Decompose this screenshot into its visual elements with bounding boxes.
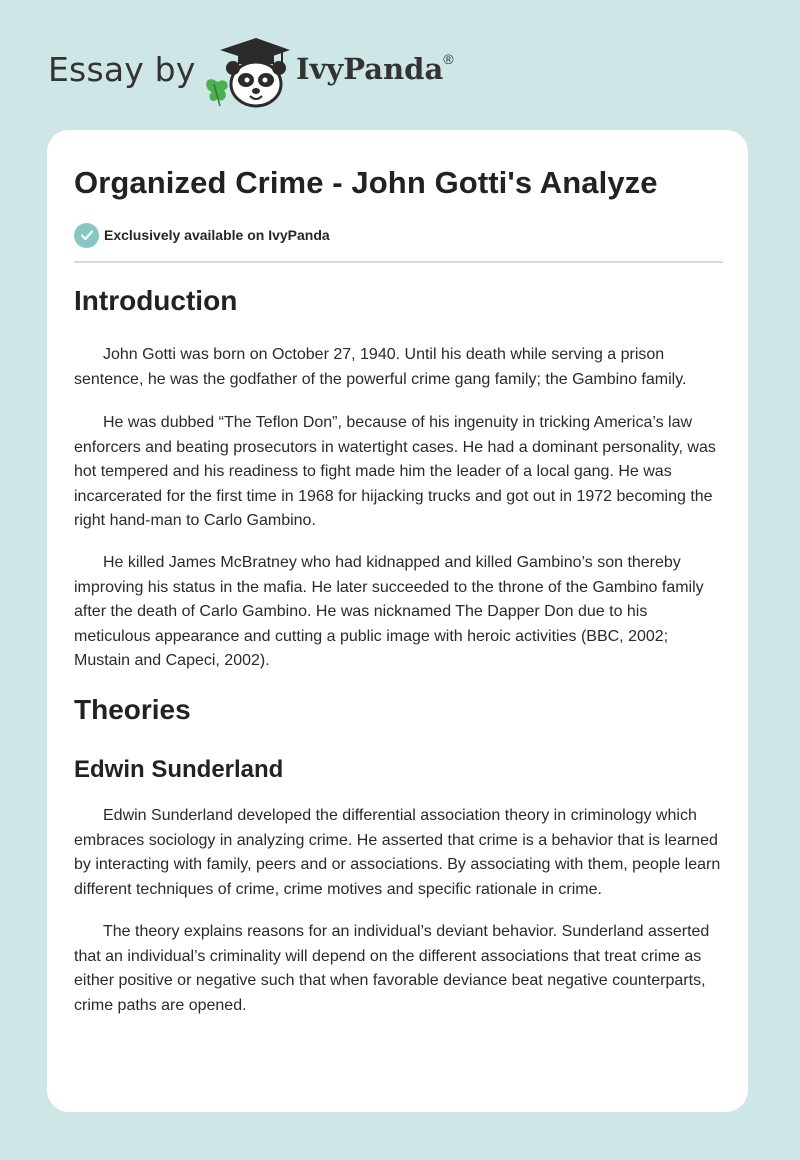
paragraph	[74, 551, 724, 674]
subsection-edwin-sunderland	[74, 756, 724, 784]
page-title: Organized Crime - John Gotti's Analyze	[74, 165, 658, 200]
paragraph	[74, 343, 724, 392]
paragraph-text: He was dubbed “The Teflon Don”, because of his ingenuity in tricking America’s law enforcers and beating prosecutors in watertight cases. He had a dominant personality, was hot tempered and his readiness to fight made him the leader of a local gang. He was incarcerated for the first time in 1968 for hijacking trucks and got out in 1972 becoming the right hand-man to Carlo Gambino.	[74, 414, 716, 529]
section-heading: Theories	[74, 694, 191, 725]
paragraph-text: John Gotti was born on October 27, 1940. Until his death while serving a prison sentence, he was the godfather of the powerful crime gang family; the Gambino family.	[74, 346, 687, 388]
exclusive-badge	[74, 222, 330, 248]
paragraph-text: The theory explains reasons for an individual’s deviant behavior. Sunderland asserted that an individual’s criminality will depend on the different associations that treat crime as either positive or negative such that when favorable deviance beat negative counterparts, crime paths are opened.	[74, 923, 710, 1014]
brand-name: IvyPanda®	[296, 51, 454, 86]
panda-graduate-logo-icon	[200, 36, 292, 110]
title-divider	[74, 261, 723, 263]
exclusive-label: Exclusively available on IvyPanda	[104, 227, 330, 243]
paragraph	[74, 804, 724, 902]
paragraph	[74, 920, 724, 1018]
brand-prefix: Essay by	[48, 50, 196, 89]
article-card	[47, 130, 748, 1112]
section-theories	[74, 694, 724, 726]
check-icon	[74, 223, 99, 248]
section-heading: Introduction	[74, 285, 238, 316]
brand-header[interactable]	[48, 36, 508, 110]
section-introduction	[74, 285, 724, 317]
paragraph-text: He killed James McBratney who had kidnapped and killed Gambino’s son thereby improving his status in the mafia. He later succeeded to the throne of the Gambino family after the death of Carlo Gambino. He was nicknamed The Dapper Don due to his meticulous appearance and cutting a public image with heroic activities (BBC, 2002; Mustain and Capeci, 2002).	[74, 554, 704, 669]
paragraph	[74, 411, 724, 534]
subsection-heading: Edwin Sunderland	[74, 756, 284, 783]
paragraph-text: Edwin Sunderland developed the differential association theory in criminology which embraces sociology in analyzing crime. He asserted that crime is a behavior that is learned by interacting with family, peers and or associations. By associating with them, people learn different techniques of crime, crime motives and specific rationale in crime.	[74, 807, 721, 898]
